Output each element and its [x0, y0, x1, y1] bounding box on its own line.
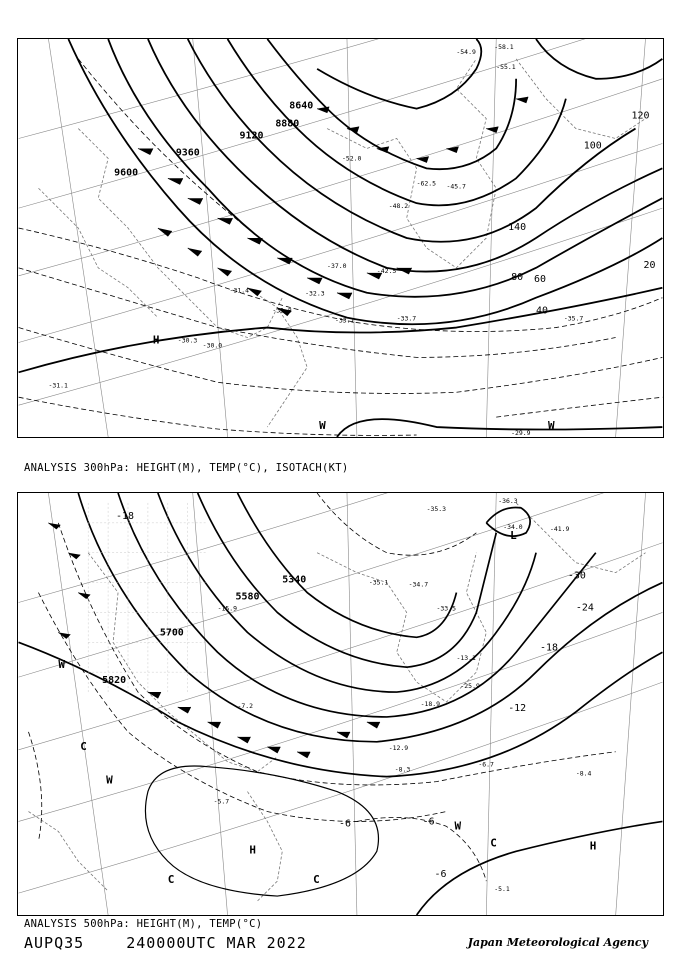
- height-label: 5580: [235, 591, 260, 603]
- graticule: [19, 493, 663, 915]
- temp-sample: -55.1: [496, 62, 516, 71]
- map-500hpa: [18, 493, 663, 915]
- chart-500hpa: [17, 492, 664, 916]
- temp-sample: -5.1: [494, 885, 510, 894]
- warm-center: W: [319, 419, 326, 433]
- isotherm-label: -6: [434, 869, 447, 881]
- cold-center: C: [313, 873, 320, 887]
- temp-sample: -45.7: [446, 182, 466, 191]
- temp-sample: -35.7: [563, 314, 584, 323]
- temp-sample: -33.5: [436, 604, 456, 613]
- caption-500hpa: ANALYSIS 500hPa: HEIGHT(M), TEMP(°C): [24, 918, 263, 930]
- temp-sample: -7.2: [237, 701, 254, 710]
- cold-center: C: [167, 873, 175, 887]
- isotherm-label: -12: [508, 702, 527, 714]
- temp-sample: -31.4: [229, 286, 249, 295]
- warm-center: W: [547, 419, 555, 433]
- temp-sample: -30.0: [202, 341, 223, 350]
- isotherm-label: -30: [567, 570, 586, 582]
- agency-credit: Japan Meteorological Agency: [467, 936, 648, 949]
- map-300hpa: [18, 39, 663, 437]
- temp-sample: -25.9: [460, 682, 480, 691]
- temp-sample: -31.1: [48, 381, 68, 390]
- height-label: 9600: [114, 167, 139, 179]
- height-label: 5820: [102, 675, 127, 687]
- closed-contour: [145, 766, 378, 896]
- isotach-label: 120: [631, 110, 650, 122]
- cold-center: C: [490, 836, 497, 850]
- height-contours: [19, 493, 663, 915]
- temp-sample: -8.3: [394, 765, 411, 774]
- isotherm-label: -6: [339, 818, 351, 830]
- bulletin-header: [24, 934, 307, 952]
- temp-sample: -18.9: [420, 699, 441, 708]
- temp-sample: -42.5: [376, 266, 397, 275]
- bulletin-time: 240000UTC MAR 2022: [126, 934, 307, 952]
- height-label: 5340: [282, 574, 307, 586]
- isotherm-label: -18: [116, 510, 135, 522]
- temp-sample: -33.1: [335, 316, 355, 325]
- low-center: L: [510, 528, 517, 542]
- isotach-label: 20: [643, 259, 656, 271]
- isotherm-label: -6: [422, 816, 435, 828]
- temp-sample: -8.4: [575, 769, 592, 778]
- isotach-label: 140: [508, 222, 527, 234]
- temp-sample: -34.7: [408, 580, 429, 589]
- height-label: 5700: [159, 627, 184, 639]
- high-center: H: [152, 333, 160, 347]
- temp-sample: -62.5: [416, 179, 437, 188]
- wind-barbs: [138, 97, 528, 316]
- isotach-label: 60: [534, 273, 546, 285]
- temp-sample: -15.9: [217, 604, 238, 613]
- isotach-label: 80: [511, 271, 524, 283]
- caption-300hpa: ANALYSIS 300hPa: HEIGHT(M), TEMP(°C), ISOTACH(KT): [24, 462, 349, 474]
- temp-sample: -29.9: [511, 429, 531, 437]
- temp-sample: -48.2: [388, 202, 409, 211]
- warm-center: W: [454, 819, 462, 833]
- temp-sample: -34.0: [503, 522, 523, 531]
- temp-sample: -35.1: [368, 578, 389, 587]
- isotach-label: 40: [536, 305, 548, 317]
- temp-sample: -52.0: [341, 154, 362, 163]
- temp-sample: -12.9: [388, 743, 409, 752]
- bulletin-code: AUPQ35: [24, 934, 85, 952]
- temp-sample: -41.9: [550, 524, 570, 533]
- isotherm-label: -18: [540, 642, 559, 654]
- temp-sample: -13.1: [456, 654, 476, 663]
- temp-sample: -35.3: [426, 504, 447, 513]
- analysis-grid: [88, 503, 207, 692]
- cold-center: C: [80, 739, 87, 753]
- coastline: [28, 503, 645, 901]
- temp-sample: -36.3: [498, 496, 518, 505]
- temp-sample: -33.7: [396, 314, 417, 323]
- warm-center: W: [106, 773, 113, 787]
- height-contours: [19, 39, 663, 437]
- height-label: 9120: [239, 130, 264, 142]
- temp-sample: -30.3: [177, 336, 198, 345]
- high-center: H: [249, 843, 257, 857]
- temp-sample: -32.3: [305, 289, 325, 298]
- isotherm-label: -24: [575, 602, 594, 614]
- height-label: 8880: [275, 118, 300, 130]
- warm-center: W: [58, 658, 65, 672]
- high-center: H: [589, 839, 597, 853]
- temp-sample: -58.1: [494, 42, 514, 51]
- temp-sample: -6.7: [478, 760, 494, 769]
- height-label: 9360: [175, 147, 200, 159]
- temp-sample: -31.8: [272, 306, 292, 315]
- isotach-label: 100: [583, 140, 602, 152]
- temp-sample: -54.9: [456, 47, 476, 56]
- temp-sample: -5.7: [213, 797, 230, 806]
- temperature-samples: [48, 43, 583, 437]
- wind-barbs: [48, 523, 379, 758]
- temp-sample: -37.0: [327, 261, 347, 270]
- chart-300hpa: [17, 38, 664, 438]
- height-label: 8640: [289, 100, 314, 112]
